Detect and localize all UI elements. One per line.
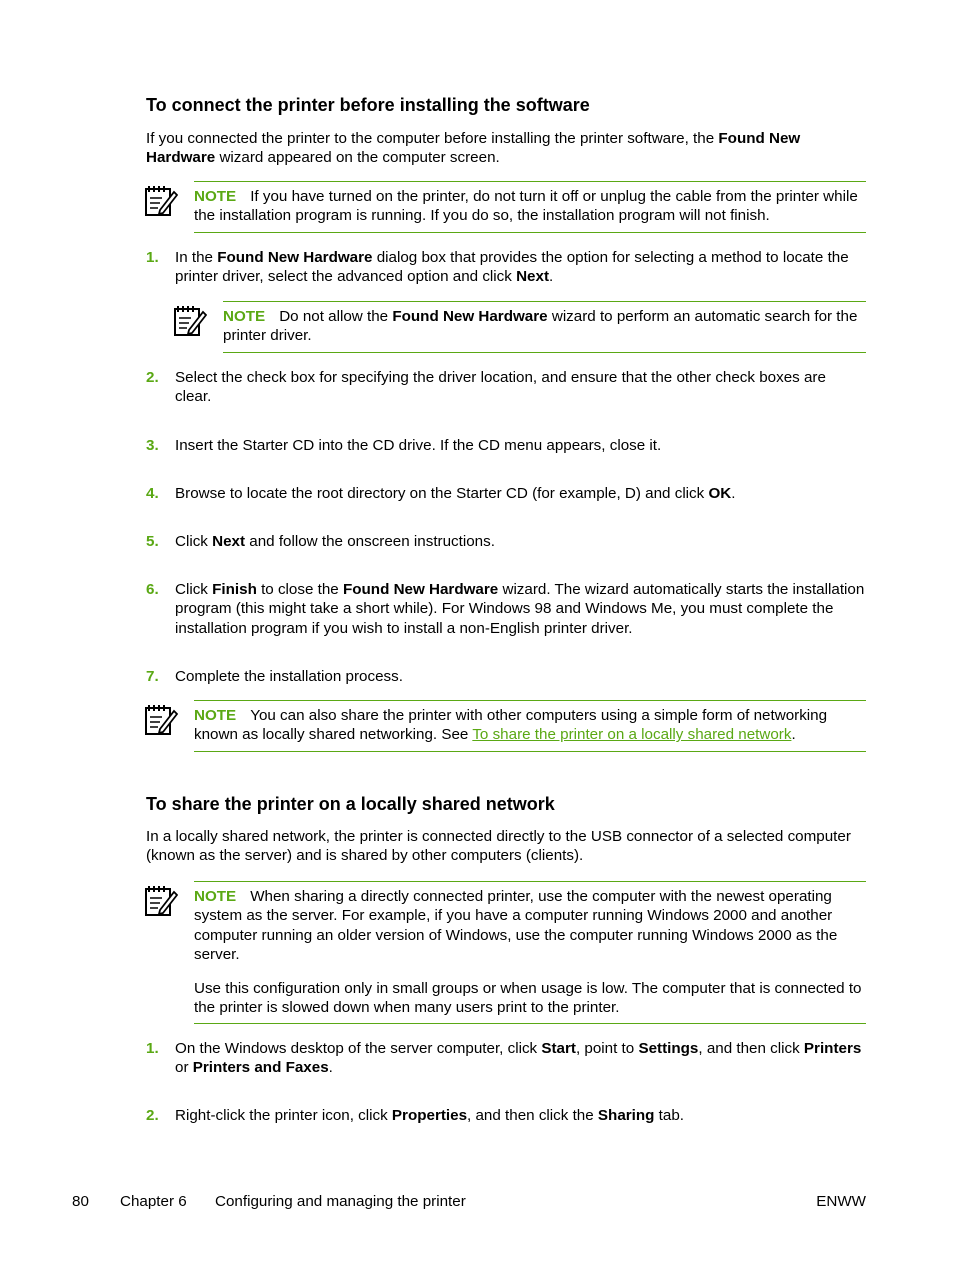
locale-code: ENWW (816, 1193, 866, 1210)
intro-paragraph: If you connected the printer to the computer before installing the printer software, the Found New Hardware wizard appeared on the computer screen. (146, 130, 801, 167)
list-item: 1. On the Windows desktop of the server computer, click Start, point to Settings, and then click Printers or Printers and Faxes. (146, 1040, 862, 1077)
list-item: 2. Right-click the printer icon, click Properties, and then click the Sharing tab. (146, 1107, 685, 1124)
note-box: NOTE You can also share the printer with other computers using a simple form of networking known as locally shared networking. See To share the printer on a locally shared network. (194, 700, 866, 752)
step-number: 4. (146, 485, 159, 502)
step-number: 7. (146, 668, 159, 685)
note-icon (144, 703, 178, 737)
list-item: 6. Click Finish to close the Found New Hardware wizard. The wizard automatically starts the installation program (this might take a short while). For Windows 98 and Windows Me, you must complete the installation program if you wish to install a non-English printer driver. (146, 581, 865, 637)
note-label: NOTE (223, 308, 266, 325)
note-label: NOTE (194, 707, 237, 724)
note-icon (144, 884, 178, 918)
list-item: 4. Browse to locate the root directory on the Starter CD (for example, D) and click OK. (146, 485, 736, 502)
list-item: 5. Click Next and follow the onscreen instructions. (146, 533, 495, 550)
list-item: 7. Complete the installation process. (146, 668, 403, 685)
page-number: 80 (72, 1193, 89, 1210)
step-number: 6. (146, 581, 159, 598)
share-printer-link[interactable]: To share the printer on a locally shared network (472, 726, 792, 744)
step-number: 1. (146, 249, 159, 266)
list-item: 3. Insert the Starter CD into the CD drive. If the CD menu appears, close it. (146, 437, 662, 454)
section-heading-connect: To connect the printer before installing the software (146, 95, 590, 115)
step-number: 2. (146, 1107, 159, 1124)
list-item: 1. In the Found New Hardware dialog box that provides the option for selecting a method to locate the printer driver, select the advanced option and click Next. (146, 249, 849, 286)
list-item: 2. Select the check box for specifying the driver location, and ensure that the other check boxes are clear. (146, 369, 826, 406)
step-number: 3. (146, 437, 159, 454)
chapter-title: Configuring and managing the printer (215, 1193, 466, 1210)
intro-paragraph: In a locally shared network, the printer is connected directly to the USB connector of a selected computer (known as the server) and is shared by other computers (clients). (146, 828, 851, 865)
note-box: NOTE If you have turned on the printer, do not turn it off or unplug the cable from the printer while the installation program is running. If you do so, the installation program will not finish. (194, 181, 866, 233)
step-number: 1. (146, 1040, 159, 1057)
step-number: 5. (146, 533, 159, 550)
step-number: 2. (146, 369, 159, 386)
note-label: NOTE (194, 188, 237, 205)
note-icon (173, 304, 207, 338)
note-icon (144, 184, 178, 218)
note-box: NOTE Do not allow the Found New Hardware wizard to perform an automatic search for the printer driver. (223, 301, 866, 353)
chapter-label: Chapter 6 (120, 1193, 187, 1210)
note-label: NOTE (194, 888, 237, 905)
note-box: NOTE When sharing a directly connected printer, use the computer with the newest operating system as the server. For example, if you have a computer running Windows 2000 and another computer running an older version of Windows, use the computer running Windows 2000 as the server. Use this configuration only in small groups or when usage is low. The computer that is connected to the printer is slowed down when many users print to the printer. (194, 881, 866, 1024)
section-heading-share: To share the printer on a locally shared network (146, 794, 555, 814)
